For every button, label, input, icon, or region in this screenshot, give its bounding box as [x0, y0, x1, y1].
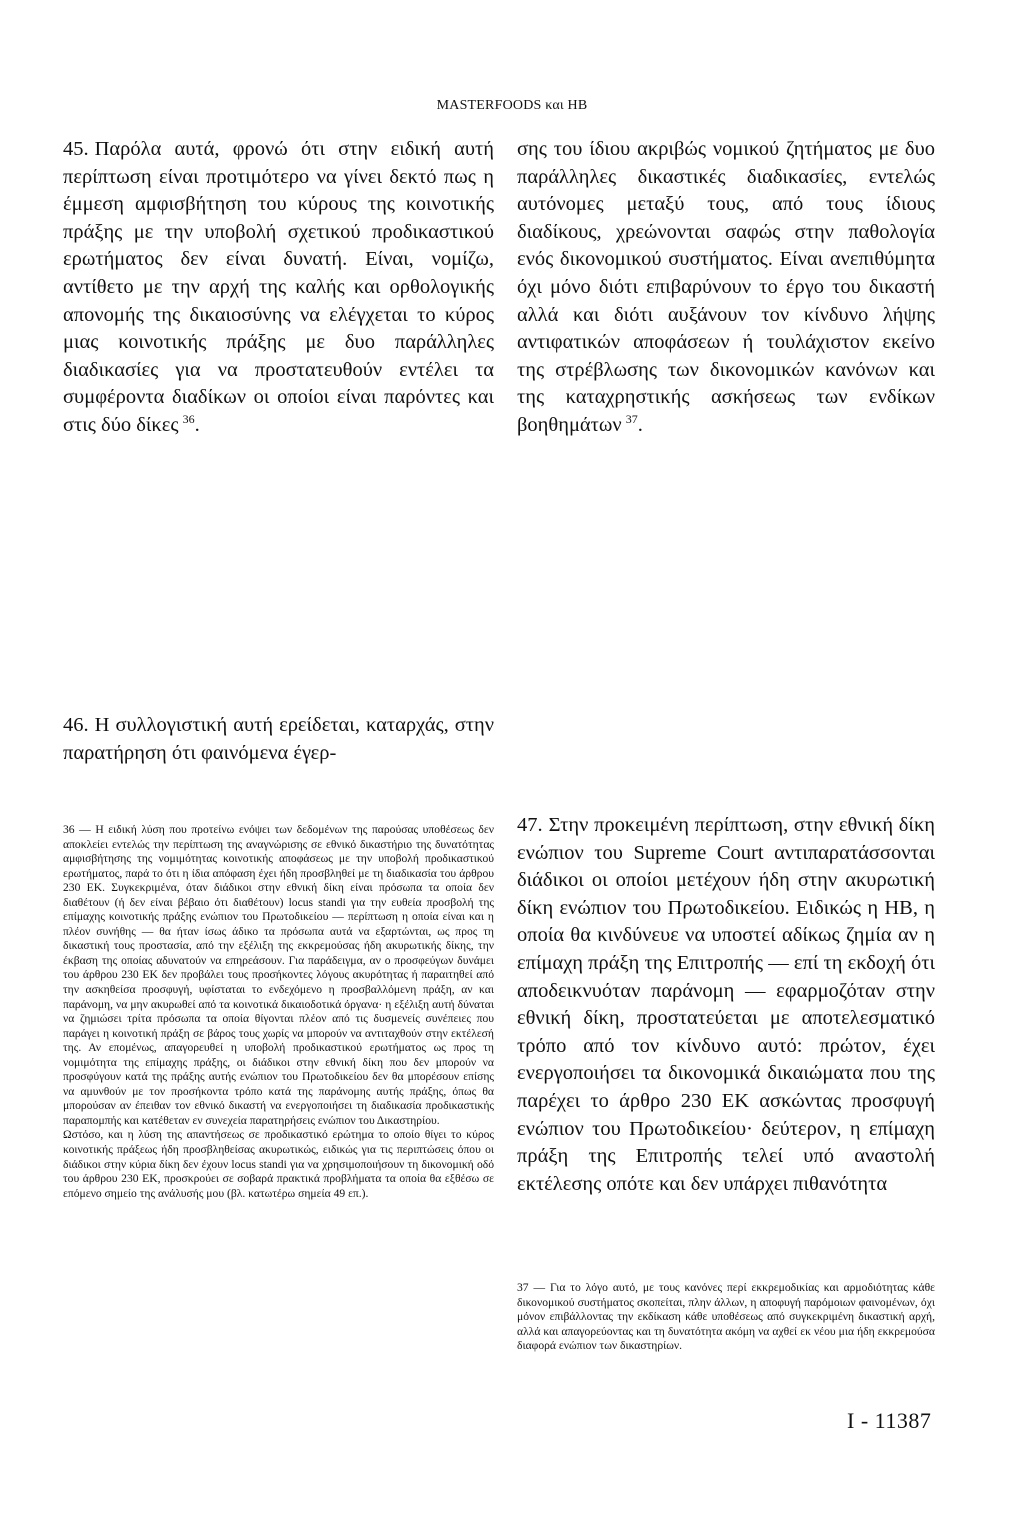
paragraph-text: Στην προκειμένη περίπτωση, στην εθνική δίκη ενώπιον του Supreme Court αντιπαρατάσσονται διάδικοι οι οποίοι μετέχουν ήδη στην ακυρωτική δίκη ενώπιον του Πρωτοδικείου. Ειδικώς η HB, η οποία θα κινδύνευε να υποστεί αδίκως ζημία αν η επίμαχη πράξη της Επιτροπής — επί τη εκδοχή ότι αποδεικνυόταν παράνομη — εφαρμοζόταν στην εθνική δίκη, προστατεύεται με αποτελεσματικό τρόπο από τον κίνδυνο αυτό: πρώτον, έχει ενεργοποιήσει τα δικονομικά δικαιώματα που της παρέχει το άρθρο 230 ΕΚ ασκώντας προσφυγή ενώπιον του Πρωτοδικείου· δεύτερον, η επίμαχη πράξη της Επιτροπής τελεί υπό αναστολή εκτέλεσης οπότε και δεν υπάρχει πιθανότητα [517, 814, 935, 1195]
paragraph-text: σης του ίδιου ακριβώς νομικού ζητήματος με δυο παράλληλες δικαστικές διαδικασίες, εντελώς αυτόνομες μεταξύ τους, από τους ίδιους διαδίκους, χρεώνονται σαφώς στην παθολογία ενός δικονομικού συστήματος. Είναι ανεπιθύμητα όχι μόνο διότι επιβαρύνουν το έργο του δικαστή αλλά και διότι αυξάνουν τον κίνδυνο λήψης αντιφατικών αποφάσεων ή τουλάχιστον εκείνο της στρέβλωσης των δικονομικών κανόνων και της καταχρηστικής ασκήσεως των ενδίκων βοηθημάτων [517, 138, 935, 436]
paragraph-text: Παρόλα αυτά, φρονώ ότι στην ειδική αυτή περίπτωση είναι προτιμότερο να γίνει δεκτό πως η έμμεση αμφισβήτηση του κύρους της κοινοτικής πράξης με την υποβολή σχετικού προδικαστικού ερωτήματος δεν είναι δυνατή. Είναι, νομίζω, αντίθετο με την αρχή της καλής και ορθολογικής απονομής της δικαιοσύνης να ελέγχεται το κύρος μιας κοινοτικής πράξης με δυο παράλληλες διαδικασίες για να προστατευθούν εντέλει τα συμφέροντα διαδίκων οι οποίοι είναι παρόντες και στις δύο δίκες [63, 138, 494, 436]
paragraph-47 [517, 812, 935, 1198]
paragraph-end: . [194, 413, 200, 436]
paragraph-number: 46. [63, 714, 89, 736]
page-number: I - 11387 [847, 1408, 932, 1433]
footnote-36-text: 36 — Η ειδική λύση που προτείνω ενόψει των δεδομένων της παρούσας υποθέσεως δεν αποκλείει εντελώς την περίπτωση της αναγνώρισης σε εθνικό δικαστήριο της δυνατότητας αμφισβήτησης της νομιμότητας κοινοτικής αποφάσεως με την υποβολή προδικαστικού ερωτήματος, παρά το ότι η ίδια απόφαση έχει ήδη προσβληθεί με τη διαδικασία του άρθρου 230 ΕΚ. Συγκεκριμένα, όταν διάδικοι στην εθνική δίκη είναι πρόσωπα τα οποία δεν διαθέτουν (ή δεν είναι βέβαιο ότι διαθέτουν) locus standi για την ευθεία προσβολή της επίμαχης κοινοτικής πράξης ενώπιον του Πρωτοδικείου — περίπτωση η οποία είναι και η πλέον συνήθης — θα ήταν ίσως άδικο τα πρόσωπα αυτά να εξαρτώνται, ως προς τη δικαστική τους προστασία, από την εξέλιξη της εκκρεμούσας ήδη ακυρωτικής δίκης, την έκβαση της οποίας αδυνατούν να επηρεάσουν. Για παράδειγμα, αν ο προσφεύγων δυνάμει του άρθρου 230 ΕΚ δεν προβάλει τους προσήκοντες λόγους ακυρότητας ή παραιτηθεί από την ασκηθείσα προσφυγή, υφίσταται το ενδεχόμενο η προσβαλλόμενη πράξη, αν και παράνομη, να μην ακυρωθεί από τα κοινοτικά δικαιοδοτικά όργανα· η εξέλιξη αυτή δύναται να ζημιώσει τρίτα πρόσωπα τα οποία θίγονται πλέον από τις δυσμενείς συνέπειες που παράγει η κοινοτική πράξη σε βάρος τους χωρίς να μπορούν να αντιταχθούν στην εκτέλεσή της. Αν επομένως, απαγορευθεί η υποβολή προδικαστικού ερωτήματος ως προς τη νομιμότητα της επίμαχης πράξης, οι διάδικοι στην εθνική δίκη που δεν μπορούν να προσφύγουν κατά της πράξης αυτής ενώπιον του Πρωτοδικείου δεν θα μπορέσουν επίσης να αμυνθούν με τον προσήκοντα τρόπο κατά της παράνομης αυτής πράξης, όπως θα μπορούσαν αν έπειθαν τον εθνικό δικαστή να ενεργοποιήσει τη διαδικασία προδικαστικής παραπομπής και κατέθεταν εν συνεχεία παρατηρήσεις ενώπιον του Δικαστηρίου. [63, 823, 494, 1127]
right-column [517, 136, 935, 440]
paragraph-45 [63, 136, 494, 440]
footnote-37-text: 37 — Για το λόγο αυτό, με τους κανόνες περί εκκρεμοδικίας και αρμοδιότητας κάθε δικονομικού συστήματος σκοπείται, πλην άλλων, η αποφυγή παρόμοιων φαινομένων, όχι μόνον επιβάλλοντας την εκδίκαση κάθε υποθέσεως από συγκεκριμένη δικαστική αρχή, αλλά και απαγορεύοντας και τη δυνατότητα ακόμη να αχθεί εκ νέου μια ήδη εκκρεμούσα διαφορά ενώπιον των δικαστηρίων. [517, 1281, 935, 1353]
paragraph-number: 47. [517, 814, 543, 836]
footnote-36 [63, 823, 494, 1201]
paragraph-end: . [637, 413, 643, 436]
paragraph-45-continued [517, 136, 935, 440]
paragraph-number: 45. [63, 138, 89, 160]
paragraph-text: Η συλλογιστική αυτή ερείδεται, καταρχάς, στην παρατήρηση ότι φαινόμενα έγερ- [63, 714, 494, 764]
left-column-lower [63, 712, 494, 767]
footnote-ref-36[interactable]: 36 [182, 412, 195, 427]
footnote-ref-37[interactable]: 37 [625, 412, 638, 427]
left-column [63, 136, 494, 440]
footnote-36-text-2: Ωστόσο, και η λύση της απαντήσεως σε προδικαστικό ερώτημα το οποίο θίγει το κύρος κοινοτικής πράξεως ήδη προσβληθείσας ακυρωτικώς, ειδικώς για τις περιπτώσεις όπου οι διάδικοι στην κύρια δίκη δεν έχουν locus standi για να χρησιμοποιήσουν τη δικονομική οδό του άρθρου 230 ΕΚ, προσκρούει σε σοβαρά πρακτικά προβλήματα τα οποία θα εξθέσω σε επόμενο σημείο της ανάλυσής μου (βλ. κατωτέρω σημεία 49 επ.). [63, 1128, 494, 1200]
footnote-37 [517, 1281, 935, 1354]
right-column-lower [517, 812, 935, 1198]
running-head: MASTERFOODS και HB [436, 98, 588, 113]
paragraph-46 [63, 712, 494, 767]
